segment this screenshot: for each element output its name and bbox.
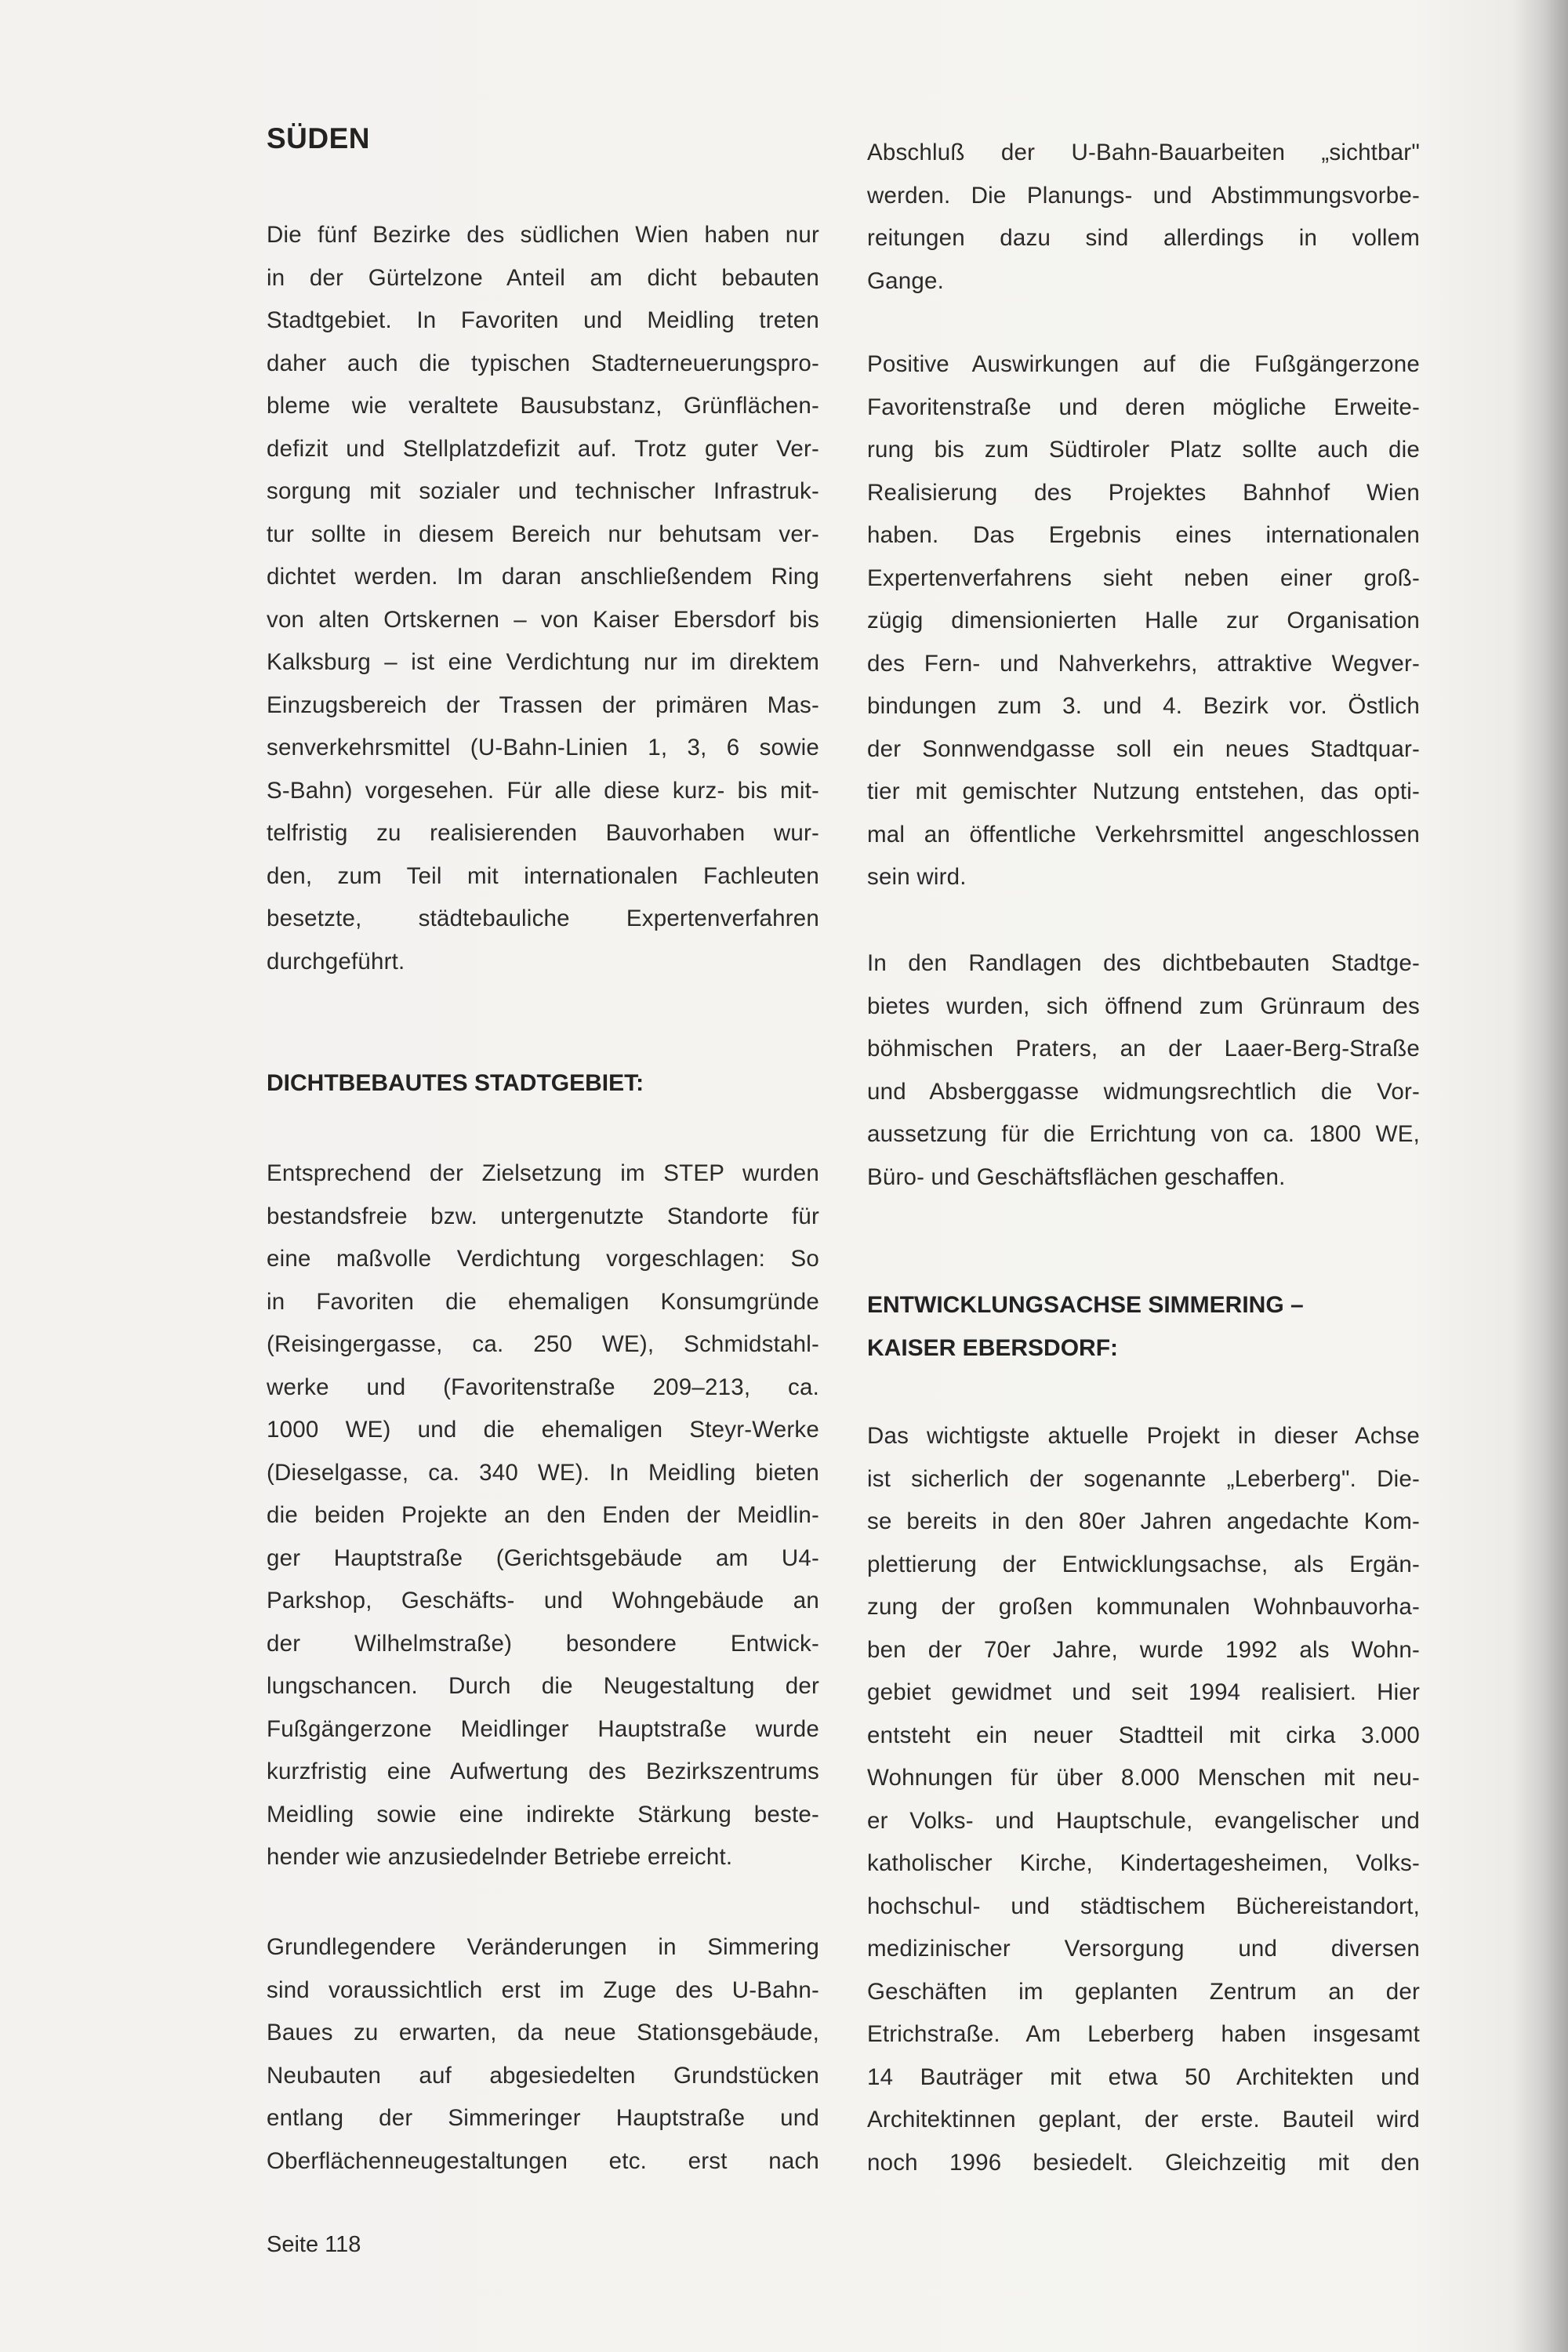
text-line: zung der großen kommunalen Wohnbauvorha- [867, 1594, 1420, 1620]
text-line: hochschul- und städtischem Büchereistandort, [867, 1893, 1420, 1919]
paragraph [867, 1415, 1420, 2184]
text-line: Wohnungen für über 8.000 Menschen mit neu- [867, 1765, 1420, 1791]
subheading-entwicklungsachse [867, 1284, 1420, 1370]
text-line: Die fünf Bezirke des südlichen Wien haben nur [267, 222, 819, 248]
text-line: besetzte, städtebauliche Expertenverfahren [267, 906, 819, 931]
text-line: durchgeführt. [267, 948, 405, 975]
paragraph [867, 942, 1420, 1199]
text-line: bietes wurden, sich öffnend zum Grünraum des [867, 993, 1420, 1019]
text-line: Das wichtigste aktuelle Projekt in dieser Achse [867, 1423, 1420, 1449]
text-line: Parkshop, Geschäfts- und Wohngebäude an [267, 1588, 819, 1613]
text-line: senverkehrsmittel (U-Bahn-Linien 1, 3, 6 sowie [267, 735, 819, 760]
page-number: Seite 118 [267, 2232, 361, 2257]
text-line: aussetzung für die Errichtung von ca. 1800 WE, [867, 1121, 1420, 1147]
text-line: sind voraussichtlich erst im Zuge des U-Bahn- [267, 1976, 819, 2003]
text-line: tur sollte in diesem Bereich nur behutsam ver- [267, 521, 819, 547]
text-line: Grundlegendere Veränderungen in Simmering [267, 1934, 819, 1960]
text-line: entsteht ein neuer Stadtteil mit cirka 3.000 [867, 1722, 1420, 1748]
text-line: ben der 70er Jahre, wurde 1992 als Wohn- [867, 1636, 1420, 1663]
subheading-line: ENTWICKLUNGSACHSE SIMMERING – [867, 1292, 1304, 1318]
text-line: plettierung der Entwicklungsachse, als Ergän- [867, 1551, 1420, 1577]
text-line: Positive Auswirkungen auf die Fußgängerzone [867, 351, 1420, 377]
text-line: rung bis zum Südtiroler Platz sollte auch die [867, 437, 1420, 463]
text-line: ist sicherlich der sogenannte „Leberberg". Die- [867, 1465, 1420, 1492]
text-line: in der Gürtelzone Anteil am dicht bebauten [267, 264, 819, 291]
text-line: der Wilhelmstraße) besondere Entwick- [267, 1630, 819, 1657]
subheading-dichtbebautes-stadtgebiet: DICHTBEBAUTES STADTGEBIET: [267, 1070, 644, 1096]
text-line: Favoritenstraße und deren mögliche Erweite- [867, 394, 1420, 420]
text-line: Abschluß der U-Bahn-Bauarbeiten „sichtbar" [867, 140, 1420, 165]
text-line: Oberflächenneugestaltungen etc. erst nach [267, 2147, 819, 2174]
text-line: (Reisingergasse, ca. 250 WE), Schmidstahl- [267, 1331, 819, 1357]
text-line: telfristig zu realisierenden Bauvorhaben wur- [267, 820, 819, 846]
text-line: defizit und Stellplatzdefizit auf. Trotz guter Ver- [267, 435, 819, 462]
text-line: haben. Das Ergebnis eines internationalen [867, 522, 1420, 548]
text-line: bindungen zum 3. und 4. Bezirk vor. Östlich [867, 693, 1420, 719]
text-line: Geschäften im geplanten Zentrum an der [867, 1978, 1420, 2005]
text-line: Einzugsbereich der Trassen der primären Mas- [267, 691, 819, 718]
text-line: (Dieselgasse, ca. 340 WE). In Meidling bieten [267, 1459, 819, 1486]
text-line: gebiet gewidmet und seit 1994 realisiert. Hier [867, 1679, 1420, 1705]
text-line: Büro- und Geschäftsflächen geschaffen. [867, 1163, 1286, 1190]
text-line: reitungen dazu sind allerdings in vollem [867, 225, 1420, 251]
subheading-line: KAISER EBERSDORF: [867, 1334, 1119, 1361]
text-line: noch 1996 besiedelt. Gleichzeitig mit den [867, 2149, 1420, 2176]
text-line: werden. Die Planungs- und Abstimmungsvorbe- [867, 182, 1420, 209]
text-line: 14 Bauträger mit etwa 50 Architekten und [867, 2063, 1420, 2090]
text-line: bleme wie veraltete Bausubstanz, Grünflächen- [267, 393, 819, 419]
section-heading-sueden: SÜDEN [267, 122, 371, 154]
text-line: Baues zu erwarten, da neue Stationsgebäude, [267, 2020, 819, 2045]
text-line: dichtet werden. Im daran anschließendem Ring [267, 564, 819, 590]
paragraph [267, 1926, 819, 2183]
text-line: die beiden Projekte an den Enden der Meidlin- [267, 1502, 819, 1528]
text-line: werke und (Favoritenstraße 209–213, ca. [267, 1374, 819, 1400]
text-line: kurzfristig eine Aufwertung des Bezirkszentrums [267, 1759, 819, 1784]
text-line: und Absberggasse widmungsrechtlich die Vor- [867, 1078, 1420, 1105]
text-line: Realisierung des Projektes Bahnhof Wien [867, 479, 1420, 506]
text-line: katholischer Kirche, Kindertagesheimen, Volks- [867, 1850, 1420, 1876]
text-line: S-Bahn) vorgesehen. Für alle diese kurz- bis mit- [267, 777, 819, 804]
text-line: Neubauten auf abgesiedelten Grundstücken [267, 2062, 819, 2089]
text-line: sorgung mit sozialer und technischer Infrastruk- [267, 478, 819, 504]
text-line: böhmischen Praters, an der Laaer-Berg-Straße [867, 1036, 1420, 1062]
text-line: Kalksburg – ist eine Verdichtung nur im direktem [267, 649, 819, 675]
text-line: 1000 WE) und die ehemaligen Steyr-Werke [267, 1417, 819, 1443]
text-line: bestandsfreie bzw. untergenutzte Standorte für [267, 1203, 819, 1229]
text-line: daher auch die typischen Stadterneuerungspro- [267, 350, 819, 376]
text-line: des Fern- und Nahverkehrs, attraktive Wegver- [867, 650, 1420, 677]
text-line: eine maßvolle Verdichtung vorgeschlagen: So [267, 1246, 819, 1272]
text-line: Gange. [867, 267, 944, 294]
paragraph [267, 214, 819, 983]
paragraph [867, 343, 1420, 899]
text-line: Expertenverfahrens sieht neben einer groß- [867, 564, 1420, 591]
text-line: Meidling sowie eine indirekte Stärkung beste- [267, 1801, 819, 1828]
text-line: sein wird. [867, 864, 967, 890]
text-line: Entsprechend der Zielsetzung im STEP wurden [267, 1160, 819, 1186]
text-line: er Volks- und Hauptschule, evangelischer und [867, 1807, 1420, 1834]
text-line: in Favoriten die ehemaligen Konsumgründe [267, 1288, 819, 1315]
paragraph [267, 1152, 819, 1879]
text-line: Stadtgebiet. In Favoriten und Meidling treten [267, 307, 819, 333]
text-line: Architektinnen geplant, der erste. Bauteil wird [867, 2107, 1420, 2132]
text-line: tier mit gemischter Nutzung entstehen, das opti- [867, 779, 1420, 804]
text-line: den, zum Teil mit internationalen Fachleuten [267, 862, 819, 889]
text-line: entlang der Simmeringer Hauptstraße und [267, 2105, 819, 2131]
text-line: hender wie anzusiedelnder Betriebe erreicht. [267, 1844, 733, 1870]
text-line: der Sonnwendgasse soll ein neues Stadtquar- [867, 735, 1420, 762]
paragraph [867, 132, 1420, 303]
text-line: lungschancen. Durch die Neugestaltung der [267, 1673, 819, 1699]
text-line: zügig dimensionierten Halle zur Organisation [867, 608, 1420, 633]
text-line: Etrichstraße. Am Leberberg haben insgesamt [867, 2021, 1420, 2047]
text-line: se bereits in den 80er Jahren angedachte Kom- [867, 1508, 1420, 1534]
text-line: mal an öffentliche Verkehrsmittel angeschlossen [867, 821, 1420, 848]
text-line: In den Randlagen des dichtbebauten Stadtge- [867, 950, 1420, 976]
text-line: ger Hauptstraße (Gerichtsgebäude am U4- [267, 1544, 819, 1571]
text-line: von alten Ortskernen – von Kaiser Ebersdorf bis [267, 606, 819, 633]
text-line: medizinischer Versorgung und diversen [867, 1936, 1420, 1962]
text-line: Fußgängerzone Meidlinger Hauptstraße wurde [267, 1715, 819, 1742]
